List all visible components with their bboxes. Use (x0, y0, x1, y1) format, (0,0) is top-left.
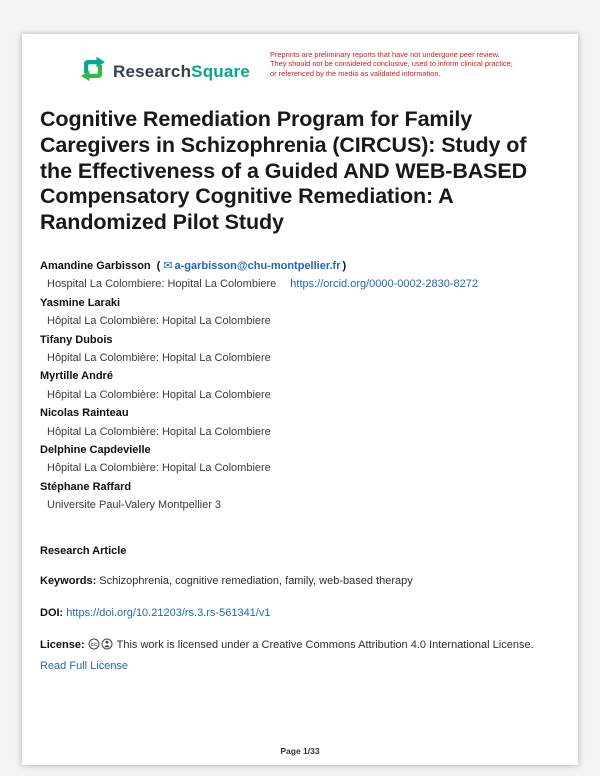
license-line (40, 638, 560, 674)
author-list (40, 257, 560, 515)
author-block (40, 478, 560, 515)
cc-icon (88, 638, 100, 650)
read-full-license-link[interactable]: Read Full License (40, 659, 129, 672)
paren-close: ) (342, 259, 347, 272)
preprint-disclaimer-line: or referenced by the media as validated information. (270, 68, 441, 78)
research-square-logo (80, 56, 250, 87)
doi-label: DOI: (40, 606, 64, 619)
author-email-link[interactable]: a-garbisson@chu-montpellier.fr (174, 259, 341, 272)
author-affiliation: Hôpital La Colombière: Hopital La Colombiere (47, 388, 271, 401)
research-square-wordmark (113, 62, 250, 82)
article-type: Research Article (40, 544, 127, 557)
author-name: Amandine Garbisson (40, 259, 151, 272)
author-name: Delphine Capdevielle (40, 444, 151, 457)
keywords-text: Schizophrenia, cognitive remediation, family, web-based therapy (99, 574, 413, 587)
read-full-license-row (40, 659, 560, 674)
author-block (40, 367, 560, 404)
author-block (40, 404, 560, 441)
author-affiliation: Hôpital La Colombière: Hopital La Colombiere (47, 462, 271, 475)
license-icons (88, 638, 114, 655)
by-icon (101, 638, 113, 650)
document-page (22, 34, 578, 765)
author-name: Tifany Dubois (40, 333, 113, 346)
author-block (40, 294, 560, 331)
research-square-logo-icon (80, 56, 106, 87)
envelope-icon: ✉ (163, 259, 173, 272)
preprint-disclaimer-line: Preprints are preliminary reports that have not undergone peer review. (270, 50, 500, 59)
orcid-link[interactable]: https://orcid.org/0000-0002-2830-8272 (290, 278, 479, 291)
preprint-disclaimer-line: They should not be considered conclusive, used to inform clinical practice, (270, 59, 513, 69)
author-affiliation: Universite Paul-Valery Montpellier 3 (47, 499, 222, 512)
paper-title: Cognitive Remediation Program for Family Caregivers in Schizophrenia (CIRCUS): Study of the Effectiveness of a Guided AND WEB-BASED Compensatory Cognitive Remediation: A Randomized Pilot Study (40, 107, 528, 235)
keywords-label: Keywords: (40, 574, 97, 587)
author-affiliation: Hôpital La Colombière: Hopital La Colombiere (47, 352, 271, 365)
preprint-disclaimer (270, 50, 560, 78)
page-number: Page 1/33 (280, 746, 320, 756)
license-text: This work is licensed under a Creative Commons Attribution 4.0 International License. (116, 638, 534, 651)
doi-link[interactable]: https://doi.org/10.21203/rs.3.rs-561341/v1 (66, 606, 271, 619)
author-block (40, 441, 560, 478)
paren-open: ( (156, 259, 161, 272)
keywords-line (40, 574, 560, 589)
brand-square-text: Square (191, 61, 250, 81)
author-block (40, 257, 560, 294)
author-affiliation: Hospital La Colombiere: Hopital La Colombiere (47, 278, 277, 291)
author-affiliation: Hôpital La Colombière: Hopital La Colombiere (47, 315, 271, 328)
author-name: Myrtille André (40, 370, 113, 383)
brand-research-text: Research (113, 61, 192, 81)
author-name: Yasmine Laraki (40, 296, 121, 309)
author-name: Nicolas Rainteau (40, 407, 129, 420)
page-header (40, 50, 560, 87)
author-name-line (40, 257, 560, 275)
author-block (40, 331, 560, 368)
license-label: License: (40, 638, 85, 651)
author-name: Stéphane Raffard (40, 480, 132, 493)
author-affiliation: Hôpital La Colombière: Hopital La Colombiere (47, 425, 271, 438)
author-affiliation-line (40, 275, 560, 293)
doi-line (40, 606, 560, 621)
svg-text:CC: CC (90, 641, 97, 647)
